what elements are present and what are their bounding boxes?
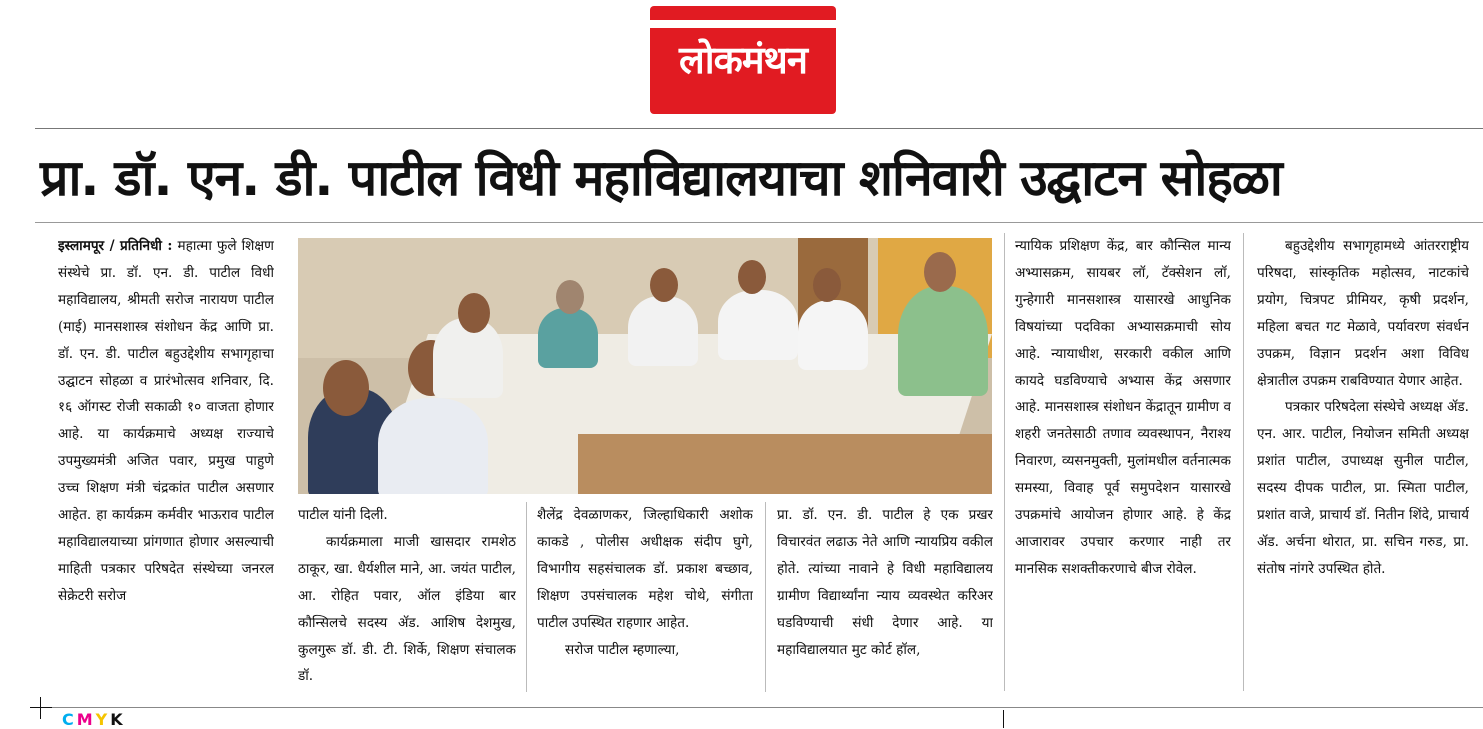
column-divider [1243,233,1244,691]
column-2-text-2: कार्यक्रमाला माजी खासदार रामशेठ ठाकूर, खा. धैर्यशील माने, आ. जयंत पाटील, आ. रोहित पवार, ऑल इंडिया बार कौन्सिलचे सदस्य ॲड. आशिष देशमुख, कुलगुरू डॉ. डी. टी. शिर्के, शिक्षण संचालक डॉ. [298,533,516,685]
cmyk-m: M [76,710,96,729]
cmyk-color-bar [62,710,126,729]
article-column-6 [1257,233,1469,691]
column-5-text: न्यायिक प्रशिक्षण केंद्र, बार कौन्सिल मान्य अभ्यासक्रम, सायबर लॉ, टॅक्सेशन लॉ, गुन्हेगारी मानसशास्त्र यासारखे आधुनिक विषयांच्या पदविका अभ्यासक्रमाची सोय आहे. न्यायाधीश, सरकारी वकील आणि कायदे घडविण्याचे अभ्यास केंद्र असणार आहे. मानसशास्त्र संशोधन केंद्रातून ग्रामीण व शहरी जनतेसाठी तणाव व्यवस्थापन, नैराश्य निवारण, व्यसनमुक्ती, मुलांमधील वर्तनात्मक समस्या, विवाह पूर्व समुपदेशन यासारखे उपक्रमांचे आयोजन होणार आहे. हे केंद्र आजारावर उपचार करणार नाही तर मानसिक सशक्तीकरणाचे बीज रोवेल. [1015,238,1231,577]
photo-person [628,296,698,366]
headline-rule [35,222,1483,223]
column-2-text-1: पाटील यांनी दिली. [298,507,388,523]
photo-person [898,286,988,396]
photo-person-head [323,360,369,416]
photo-person [538,308,598,368]
article-column-3 [537,502,753,692]
photo-person-head [813,268,841,302]
masthead-rule [35,128,1483,129]
photo-person-head [738,260,766,294]
photo-person-head [650,268,678,302]
cmyk-y: Y [95,710,111,729]
article-column-1 [58,233,274,691]
column-3-text-1: शैलेंद्र देवळाणकर, जिल्हाधिकारी अशोक काकडे , पोलीस अधीक्षक संदीप घुगे, विभागीय सहसंचालक डॉ. प्रकाश बच्छाव, शिक्षण उपसंचालक महेश चोथे, संगीता पाटील उपस्थित राहणार आहेत. [537,507,753,631]
cmyk-c: C [62,710,77,729]
column-divider [765,502,766,692]
photo-person [718,290,798,360]
meeting-photo [298,238,992,494]
article-column-4 [777,502,993,692]
column-divider [526,502,527,692]
photo-table-edge [578,434,992,494]
column-3-text-2: सरोज पाटील म्हणाल्या, [565,641,680,658]
masthead [0,0,1483,124]
footer-rule [35,707,1483,708]
crop-mark-icon [1003,710,1004,728]
newspaper-logo: लोकमंथन [650,6,836,114]
photo-person [798,300,868,370]
article-column-5 [1015,233,1231,691]
article-headline: प्रा. डॉ. एन. डी. पाटील विधी महाविद्यालयाचा शनिवारी उद्घाटन सोहळा [40,149,1282,207]
column-6-text-1: बहुउद्देशीय सभागृहामध्ये आंतरराष्ट्रीय परिषदा, सांस्कृतिक महोत्सव, नाटकांचे प्रयोग, चित्रपट प्रीमियर, कृषी प्रदर्शन, महिला बचत गट मेळावे, पर्यावरण संवर्धन उपक्रम, विज्ञान प्रदर्शन अशा विविध क्षेत्रातील उपक्रम राबविण्यात येणार आहेत. [1257,238,1469,389]
photo-person-head [556,280,584,314]
article-column-2 [298,502,516,692]
column-1-text: महात्मा फुले शिक्षण संस्थेचे प्रा. डॉ. एन. डी. पाटील विधी महाविद्यालय, श्रीमती सरोज नारायण पाटील (माई) मानसशास्त्र संशोधन केंद्र आणि प्रा. डॉ. एन. डी. पाटील बहुउद्देशीय सभागृहाचा उद्घाटन सोहळा व प्रारंभोत्सव शनिवार, दि. १६ ऑगस्ट रोजी सकाळी १० वाजता होणार आहे. या कार्यक्रमाचे अध्यक्ष राज्याचे उपमुख्यमंत्री अजित पवार, प्रमुख पाहुणे उच्च शिक्षण मंत्री चंद्रकांत पाटील असणार आहेत. हा कार्यक्रम कर्मवीर भाऊराव पाटील महाविद्यालयाच्या प्रांगणात होणार असल्याची माहिती पत्रकार परिषदेत संस्थेच्या जनरल सेक्रेटरी सरोज [58,238,274,604]
column-divider [1004,233,1005,691]
photo-person-head [924,252,956,292]
dateline: इस्लामपूर / प्रतिनिधी : [58,238,173,254]
column-4-text: प्रा. डॉ. एन. डी. पाटील हे एक प्रखर विचारवंत लढाऊ नेते आणि न्यायप्रिय वकील होते. त्यांच्या नावाने हे विधी महाविद्यालय ग्रामीण विद्यार्थ्यांना न्याय व्यवस्थेत करिअर घडविण्याची संधी देणार आहे. या महाविद्यालयात मुट कोर्ट हॉल, [777,507,993,658]
photo-person [378,398,488,494]
photo-person-head [458,293,490,333]
cmyk-k: K [110,710,126,729]
registration-mark-icon [30,697,52,719]
logo-top-bar [650,20,836,28]
column-6-text-2: पत्रकार परिषदेला संस्थेचे अध्यक्ष ॲड. एन. आर. पाटील, नियोजन समिती अध्यक्ष प्रशांत पाटील, उपाध्यक्ष सुनील पाटील, सदस्य दीपक पाटील, प्रा. स्मिता पाटील, प्रशांत वाजे, प्राचार्य डॉ. नितीन शिंदे, प्राचार्य ॲड. अर्चना थोरात, प्रा. सचिन गरुड, प्रा. संतोष नांगरे उपस्थित होते. [1257,399,1469,577]
